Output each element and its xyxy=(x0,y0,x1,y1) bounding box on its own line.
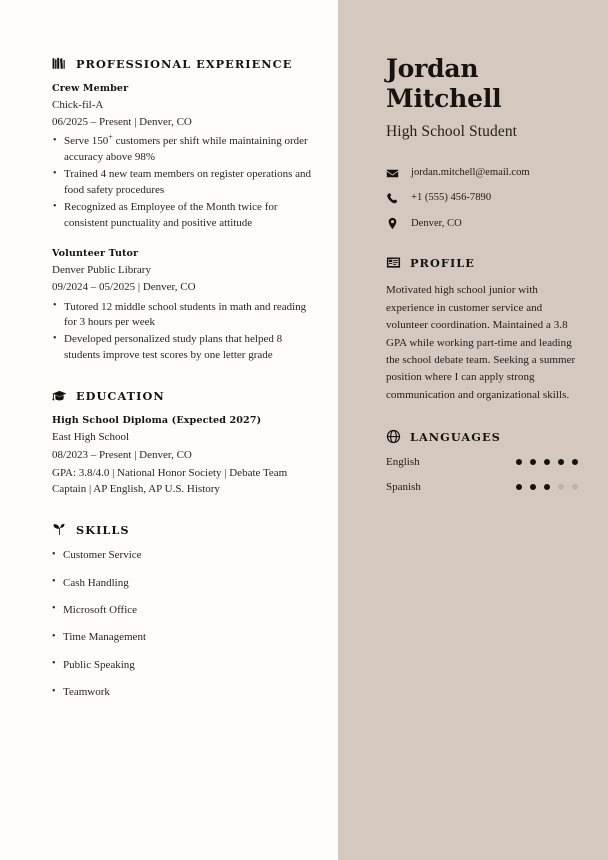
language-row xyxy=(386,481,578,493)
entry-organization: East High School xyxy=(52,431,129,444)
email-value[interactable]: jordan.mitchell@email.com xyxy=(411,167,530,179)
entry-extra: GPA: 3.8/4.0 | National Honor Society | Debate Team Captain | AP English, AP U.S. History xyxy=(52,466,288,496)
bullet-item: • Trained 4 new team members on register operations and food safety procedures xyxy=(52,167,316,199)
level-dot xyxy=(516,459,522,465)
section-header-languages xyxy=(386,429,578,444)
entry-organization: Chick-fil-A xyxy=(52,98,104,111)
level-dot xyxy=(530,459,536,465)
bullet-item: • Recognized as Employee of the Month twice for consistent punctuality and positive attitude xyxy=(52,200,316,232)
bullet-item: • Tutored 12 middle school students in math and reading for 3 hours per week xyxy=(52,300,316,332)
level-dot xyxy=(572,459,578,465)
entry-meta: 09/2024 – 05/2025 | Denver, CO xyxy=(52,281,196,294)
experience-entry xyxy=(52,247,316,364)
entry-title: Crew Member xyxy=(52,83,129,94)
section-header-profile xyxy=(386,255,578,270)
id-card-icon xyxy=(386,255,401,270)
skill-item: • Time Management xyxy=(52,630,316,645)
section-title-experience: PROFESSIONAL EXPERIENCE xyxy=(76,56,293,71)
skill-item: • Microsoft Office xyxy=(52,603,316,618)
education-entry xyxy=(52,414,316,498)
contact-row-phone xyxy=(386,191,578,205)
skill-item: • Public Speaking xyxy=(52,658,316,673)
entry-bullets xyxy=(52,134,316,232)
section-header-experience xyxy=(52,56,316,71)
language-row xyxy=(386,456,578,468)
section-profile xyxy=(386,255,578,404)
section-header-skills xyxy=(52,522,316,537)
language-name: English xyxy=(386,456,420,469)
section-education xyxy=(52,388,316,498)
level-dot xyxy=(530,484,536,490)
section-languages xyxy=(386,429,578,493)
globe-icon xyxy=(386,429,401,444)
first-name: Jordan xyxy=(386,54,479,83)
section-title-profile: PROFILE xyxy=(410,255,475,270)
job-role-subtitle: High School Student xyxy=(386,123,518,140)
building-icon xyxy=(52,56,67,71)
bullet-item: • Serve 150+ customers per shift while maintaining order accuracy above 98% xyxy=(52,134,316,166)
level-dot xyxy=(544,484,550,490)
skill-item: • Customer Service xyxy=(52,548,316,563)
level-dot xyxy=(544,459,550,465)
skill-item: • Cash Handling xyxy=(52,576,316,591)
section-skills xyxy=(52,522,316,700)
location-pin-icon xyxy=(386,217,399,230)
level-dot xyxy=(516,484,522,490)
entry-organization: Denver Public Library xyxy=(52,263,151,276)
entry-meta: 06/2025 – Present | Denver, CO xyxy=(52,116,192,129)
profile-summary-text: Motivated high school junior with experience in customer service and volunteer coordination. Maintained a 3.8 GPA while working part-time and leading the school debate team. Seeking a summer position where I can apply strong communication and organizational skills. xyxy=(386,284,576,401)
section-professional-experience xyxy=(52,56,316,364)
phone-value[interactable]: +1 (555) 456-7890 xyxy=(411,192,492,204)
level-dot xyxy=(558,484,564,490)
bullet-item: • Developed personalized study plans that helped 8 students improve test scores by one letter grade xyxy=(52,332,316,364)
entry-title: Volunteer Tutor xyxy=(52,248,139,260)
graduation-cap-icon xyxy=(52,388,67,403)
phone-icon xyxy=(386,192,399,205)
language-level-dots xyxy=(516,459,578,465)
skill-item: • Teamwork xyxy=(52,685,316,700)
language-level-dots xyxy=(516,484,578,490)
section-title-skills: SKILLS xyxy=(76,522,130,537)
name-block xyxy=(386,54,578,142)
right-column xyxy=(338,0,608,860)
entry-title: High School Diploma (Expected 2027) xyxy=(52,415,262,427)
location-value: Denver, CO xyxy=(411,217,462,229)
section-title-languages: LANGUAGES xyxy=(410,429,501,444)
level-dot xyxy=(558,459,564,465)
entry-bullets xyxy=(52,300,316,365)
skills-list xyxy=(52,548,316,700)
sprout-icon xyxy=(52,522,67,537)
last-name: Mitchell xyxy=(386,83,502,113)
language-name: Spanish xyxy=(386,481,421,494)
section-title-education: EDUCATION xyxy=(76,388,165,403)
level-dot xyxy=(572,484,578,490)
section-header-education xyxy=(52,388,316,403)
entry-meta: 08/2023 – Present | Denver, CO xyxy=(52,448,192,461)
envelope-icon xyxy=(386,167,399,180)
experience-entry xyxy=(52,82,316,232)
contact-block xyxy=(386,166,578,230)
contact-row-location xyxy=(386,217,578,231)
contact-row-email xyxy=(386,166,578,180)
